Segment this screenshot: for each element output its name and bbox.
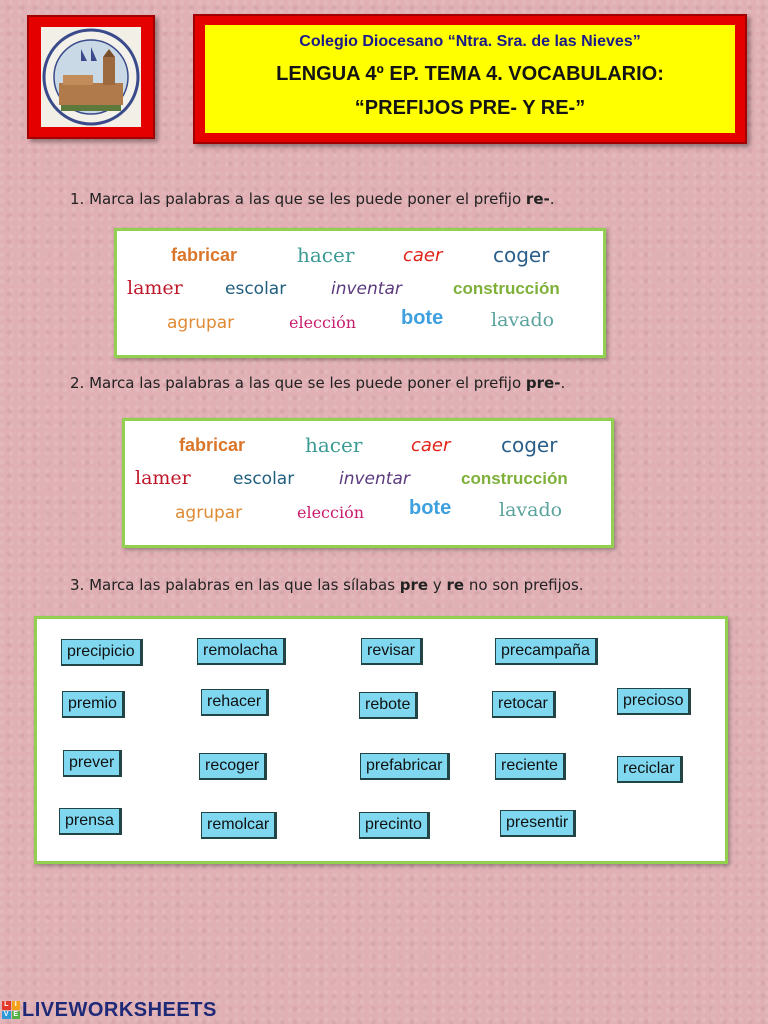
- school-logo-frame: [27, 15, 155, 139]
- word-bote[interactable]: bote: [409, 497, 452, 519]
- exercise-1-text: 1. Marca las palabras a las que se les puede poner el prefijo: [70, 190, 526, 208]
- word-lamer[interactable]: lamer: [127, 277, 183, 299]
- chip-rehacer[interactable]: rehacer: [201, 689, 269, 716]
- page-title: LENGUA 4º EP. TEMA 4. VOCABULARIO:: [276, 63, 664, 85]
- word-lavado[interactable]: lavado: [491, 309, 555, 331]
- chip-recoger[interactable]: recoger: [199, 753, 267, 780]
- logo-letter-l: L: [2, 1001, 11, 1010]
- school-logo: [41, 27, 141, 127]
- exercise-2-prefix: pre-: [525, 374, 561, 392]
- word-eleccion[interactable]: elección: [289, 313, 357, 332]
- exercise-3-chip-box: [34, 616, 728, 864]
- word-construccion[interactable]: construcción: [453, 279, 560, 298]
- chip-prensa[interactable]: prensa: [59, 808, 122, 835]
- chip-premio[interactable]: premio: [62, 691, 125, 718]
- word-caer[interactable]: caer: [403, 245, 443, 266]
- word-caer[interactable]: caer: [411, 435, 451, 456]
- exercise-1-instruction: [70, 190, 555, 208]
- chip-reciclar[interactable]: reciclar: [617, 756, 683, 783]
- school-name: Colegio Diocesano “Ntra. Sra. de las Nieves”: [299, 33, 641, 50]
- chip-remolacha[interactable]: remolacha: [197, 638, 286, 665]
- exercise-1-period: .: [549, 190, 555, 208]
- school-seal-icon: [41, 27, 141, 127]
- word-hacer[interactable]: hacer: [305, 433, 363, 457]
- word-fabricar[interactable]: fabricar: [171, 245, 238, 265]
- chip-precioso[interactable]: precioso: [617, 688, 691, 715]
- word-construccion[interactable]: construcción: [461, 469, 568, 488]
- exercise-2-period: .: [560, 374, 566, 392]
- exercise-3-text-b: y: [428, 576, 447, 594]
- liveworksheets-brand: LIVEWORKSHEETS: [22, 998, 217, 1021]
- word-lamer[interactable]: lamer: [135, 467, 191, 489]
- logo-letter-i: I: [12, 1001, 21, 1010]
- chip-retocar[interactable]: retocar: [492, 691, 556, 718]
- chip-prefabricar[interactable]: prefabricar: [360, 753, 450, 780]
- exercise-1-word-box: [114, 228, 606, 358]
- word-agrupar[interactable]: agrupar: [167, 313, 235, 333]
- page-subtitle: “PREFIJOS PRE- Y RE-”: [354, 97, 586, 119]
- word-lavado[interactable]: lavado: [499, 499, 563, 521]
- chip-precampana[interactable]: precampaña: [495, 638, 598, 665]
- liveworksheets-logo-icon: [2, 1001, 20, 1019]
- exercise-3-text-a: 3. Marca las palabras en las que las sílabas: [70, 576, 400, 594]
- exercise-2-text: 2. Marca las palabras a las que se les puede poner el prefijo: [70, 374, 526, 392]
- word-hacer[interactable]: hacer: [297, 243, 355, 267]
- exercise-3-syllable-re: re: [446, 576, 465, 594]
- exercise-3-syllable-pre: pre: [399, 576, 429, 594]
- header-inner: [205, 25, 735, 133]
- word-bote[interactable]: bote: [401, 307, 444, 329]
- logo-letter-v: V: [3, 1010, 9, 1018]
- exercise-3-text-c: no son prefijos.: [464, 576, 584, 594]
- chip-precinto[interactable]: precinto: [359, 812, 430, 839]
- word-eleccion[interactable]: elección: [297, 503, 365, 522]
- word-agrupar[interactable]: agrupar: [175, 503, 243, 523]
- word-fabricar[interactable]: fabricar: [179, 435, 246, 455]
- chip-rebote[interactable]: rebote: [359, 692, 418, 719]
- chip-revisar[interactable]: revisar: [361, 638, 423, 665]
- word-coger[interactable]: coger: [493, 243, 550, 267]
- word-inventar[interactable]: inventar: [331, 279, 402, 299]
- liveworksheets-footer: [2, 997, 217, 1023]
- word-inventar[interactable]: inventar: [339, 469, 410, 489]
- logo-letter-e: E: [13, 1010, 19, 1018]
- word-escolar[interactable]: escolar: [225, 279, 287, 299]
- exercise-3-instruction: [70, 576, 584, 594]
- exercise-2-word-box: [122, 418, 614, 548]
- chip-presentir[interactable]: presentir: [500, 810, 576, 837]
- word-escolar[interactable]: escolar: [233, 469, 295, 489]
- chip-precipicio[interactable]: precipicio: [61, 639, 143, 666]
- exercise-1-prefix: re-: [525, 190, 550, 208]
- header-banner: [193, 14, 747, 144]
- chip-reciente[interactable]: reciente: [495, 753, 566, 780]
- chip-remolcar[interactable]: remolcar: [201, 812, 277, 839]
- exercise-2-instruction: [70, 374, 565, 392]
- word-coger[interactable]: coger: [501, 433, 558, 457]
- chip-prever[interactable]: prever: [63, 750, 122, 777]
